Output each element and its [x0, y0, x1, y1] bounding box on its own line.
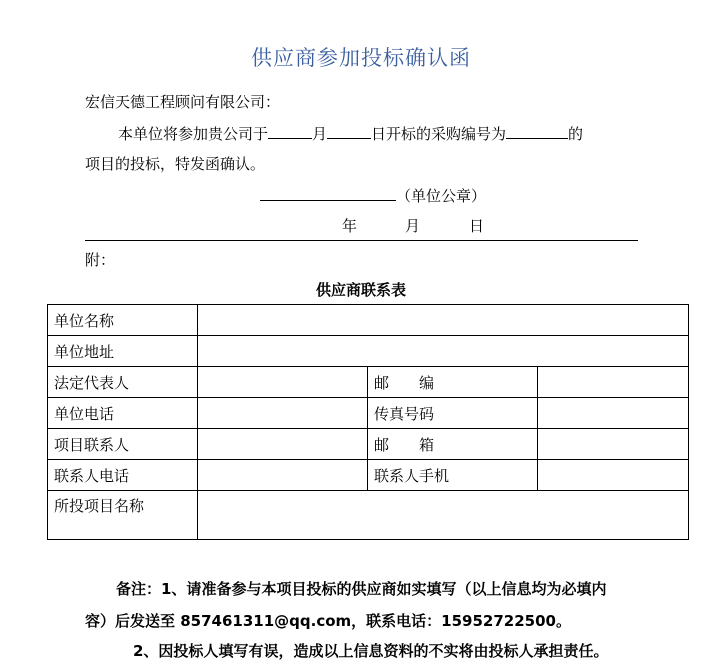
date-month: 月 — [405, 217, 421, 235]
label-email: 邮 箱 — [368, 429, 538, 460]
field-email[interactable] — [538, 429, 689, 460]
seal-blank[interactable] — [260, 186, 396, 201]
body-text-4: 的 — [568, 125, 584, 143]
table-row — [48, 460, 689, 491]
table-row — [48, 305, 689, 336]
note-1-line-1: 备注：1、请准备参与本项目投标的供应商如实填写（以上信息均为必填内 — [116, 580, 607, 598]
field-project-name[interactable] — [198, 491, 689, 540]
field-unit-name[interactable] — [198, 305, 689, 336]
table-row — [48, 429, 689, 460]
note-1-line-2: 容）后发送至 857461311@qq.com，联系电话：15952722500。 — [85, 612, 571, 630]
field-contact-phone[interactable] — [198, 460, 368, 491]
procurement-number-blank[interactable] — [506, 124, 568, 139]
label-contact-mobile: 联系人手机 — [368, 460, 538, 491]
label-fax: 传真号码 — [368, 398, 538, 429]
table-title: 供应商联系表 — [315, 281, 406, 299]
month-blank[interactable] — [268, 124, 312, 139]
label-project-contact: 项目联系人 — [48, 429, 198, 460]
attachment-label: 附： — [85, 251, 116, 269]
addressee: 宏信天德工程顾问有限公司： — [85, 93, 281, 111]
label-unit-phone: 单位电话 — [48, 398, 198, 429]
field-unit-phone[interactable] — [198, 398, 368, 429]
field-unit-address[interactable] — [198, 336, 689, 367]
label-project-name: 所投项目名称 — [48, 491, 198, 540]
day-blank[interactable] — [327, 124, 371, 139]
note-2: 2、因投标人填写有误，造成以上信息资料的不实将由投标人承担责任。 — [133, 642, 609, 660]
body-line-1 — [118, 123, 583, 144]
body-text-1: 本单位将参加贵公司于 — [118, 125, 269, 143]
table-row — [48, 398, 689, 429]
field-contact-mobile[interactable] — [538, 460, 689, 491]
label-unit-name: 单位名称 — [48, 305, 198, 336]
field-postcode[interactable] — [538, 367, 689, 398]
supplier-contact-table — [47, 304, 689, 540]
date-day: 日 — [469, 217, 485, 235]
body-line-2: 项目的投标，特发函确认。 — [85, 155, 266, 173]
field-project-contact[interactable] — [198, 429, 368, 460]
label-unit-address: 单位地址 — [48, 336, 198, 367]
table-row — [48, 336, 689, 367]
table-row — [48, 367, 689, 398]
label-postcode: 邮 编 — [368, 367, 538, 398]
body-text-2: 月 — [312, 125, 328, 143]
date-year: 年 — [342, 217, 358, 235]
field-fax[interactable] — [538, 398, 689, 429]
label-legal-rep: 法定代表人 — [48, 367, 198, 398]
seal-line — [260, 185, 486, 206]
seal-label: （单位公章） — [396, 187, 487, 205]
field-legal-rep[interactable] — [198, 367, 368, 398]
label-contact-phone: 联系人电话 — [48, 460, 198, 491]
table-row — [48, 491, 689, 540]
body-text-3: 日开标的采购编号为 — [371, 125, 507, 143]
document-title: 供应商参加投标确认函 — [251, 46, 471, 70]
divider — [85, 240, 638, 241]
